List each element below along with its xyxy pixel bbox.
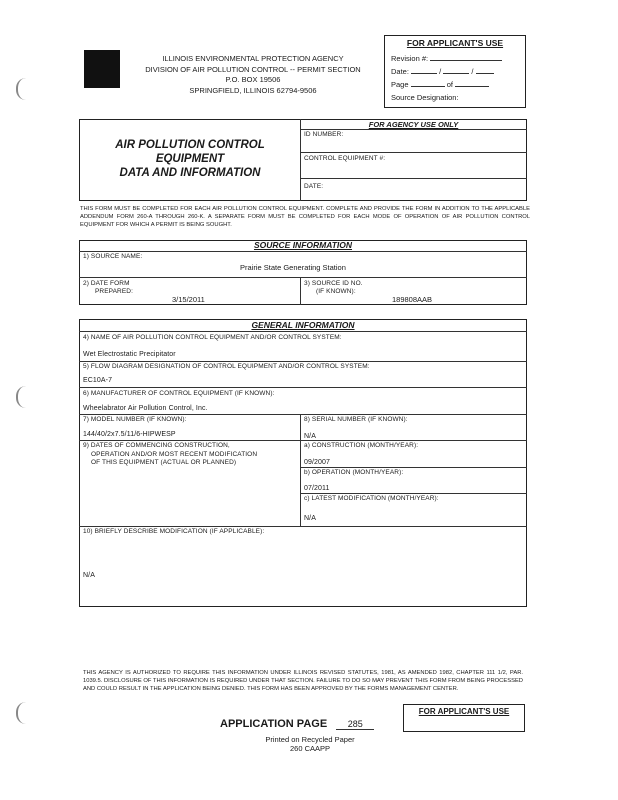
date-month-field[interactable] (411, 73, 437, 74)
bottom-applicant-use-title: FOR APPLICANT'S USE (418, 707, 510, 716)
agency-division: DIVISION OF AIR POLLUTION CONTROL -- PERMIT SECTION (145, 64, 361, 74)
page-of-field[interactable] (455, 86, 489, 87)
q4-value[interactable]: Wet Electrostatic Precipitator (83, 351, 176, 358)
q7-value[interactable]: 144/40/2x7.5/11/6-HIPWESP (83, 431, 176, 438)
q6-label: 6) MANUFACTURER OF CONTROL EQUIPMENT (IF KNOWN): (83, 390, 275, 397)
page-field[interactable] (411, 86, 445, 87)
q9a-label: a) CONSTRUCTION (MONTH/YEAR): (304, 442, 419, 449)
q8-value[interactable]: N/A (304, 433, 316, 440)
q10-label: 10) BRIEFLY DESCRIBE MODIFICATION (IF APPLICABLE): (83, 528, 265, 535)
date-prepared-label: 2) DATE FORM PREPARED: (83, 280, 133, 295)
q9-label: 9) DATES OF COMMENCING CONSTRUCTION, OPERATION AND/OR MOST RECENT MODIFICATION OF THIS EQUIPMENT (ACTUAL OR PLANNED) (83, 442, 258, 466)
source-designation-label: Source Designation: (391, 93, 459, 102)
date-label: Date: / / (391, 67, 494, 76)
source-id-value[interactable]: 189808AAB (392, 295, 433, 304)
q4-label: 4) NAME OF AIR POLLUTION CONTROL EQUIPMENT AND/OR CONTROL SYSTEM: (83, 334, 342, 341)
agency-name: ILLINOIS ENVIRONMENTAL PROTECTION AGENCY (162, 54, 344, 63)
form-instructions: THIS FORM MUST BE COMPLETED FOR EACH AIR POLLUTION CONTROL EQUIPMENT. COMPLETE AND PROVIDE THE FORM IN ADDITION TO THE APPLICABLE ADDENDUM FORM 260-A THROUGH 260-K. A SEPARATE FORM MUST BE COMPLETED FOR EACH MODE OF OPERATION OF AIR POLLUTION CONTROL EQUIPMENT FOR WHICH A PERMIT IS BEING SOUGHT. (80, 206, 530, 228)
authority-notice: THIS AGENCY IS AUTHORIZED TO REQUIRE THIS INFORMATION UNDER ILLINOIS REVISED STATUTES, 1981, AS AMENDED 1982, CHAPTER 111 1/2, PAR. 1039.5. DISCLOSURE OF THIS INFORMATION IS REQUIRED UNDER THAT SECTION. FAILURE TO DO SO MAY PREVENT THIS FORM FROM BEING PROCESSED AND COULD RESULT IN THE APPLICATION BEING DENIED. THIS FORM HAS BEEN APPROVED BY THE FORMS MANAGEMENT CENTER. (83, 670, 523, 692)
source-name-label: 1) SOURCE NAME: (83, 253, 143, 260)
applicant-use-title: FOR APPLICANT'S USE (406, 38, 504, 48)
id-number-label: ID NUMBER: (304, 131, 344, 138)
q7-label: 7) MODEL NUMBER (IF KNOWN): (83, 416, 187, 423)
agency-city: SPRINGFIELD, ILLINOIS 62794-9506 (189, 85, 317, 95)
punch-hole-top (16, 78, 28, 100)
q5-value[interactable]: EC10A-7 (83, 377, 113, 384)
source-id-label: 3) SOURCE ID NO. (IF KNOWN): (304, 280, 363, 295)
form-title-line3: DATA AND INFORMATION (119, 167, 261, 179)
bottom-applicant-use-box (403, 704, 525, 732)
date-day-field[interactable] (443, 73, 469, 74)
application-page-number[interactable]: 285 (336, 719, 374, 730)
q9c-value[interactable]: N/A (304, 515, 316, 522)
punch-hole-middle (16, 386, 28, 408)
form-title-line1: AIR POLLUTION CONTROL (115, 139, 265, 151)
agency-use-title: FOR AGENCY USE ONLY (368, 120, 459, 129)
agency-logo (84, 50, 120, 88)
q9b-value[interactable]: 07/2011 (304, 485, 330, 492)
revision-field[interactable] (430, 60, 502, 61)
q5-label: 5) FLOW DIAGRAM DESIGNATION OF CONTROL EQUIPMENT AND/OR CONTROL SYSTEM: (83, 363, 370, 370)
q10-value[interactable]: N/A (83, 572, 95, 579)
punch-hole-bottom (16, 702, 28, 724)
q9a-value[interactable]: 09/2007 (304, 459, 331, 466)
q9c-label: c) LATEST MODIFICATION (MONTH/YEAR): (304, 495, 439, 502)
agency-po-box: P.O. BOX 19506 (225, 75, 281, 84)
footer-print-info (240, 735, 380, 753)
q9b-label: b) OPERATION (MONTH/YEAR): (304, 469, 404, 476)
date-label-agency: DATE: (304, 183, 324, 190)
revision-label: Revision #: (391, 54, 502, 63)
source-name-value[interactable]: Prairie State Generating Station (240, 263, 346, 272)
application-page-label: APPLICATION PAGE (220, 718, 328, 730)
application-page (220, 718, 374, 730)
date-year-field[interactable] (476, 73, 494, 74)
recycled-paper-note: Printed on Recycled Paper (265, 735, 355, 744)
date-prepared-value[interactable]: 3/15/2011 (172, 295, 205, 304)
source-info-heading: SOURCE INFORMATION (253, 240, 353, 250)
applicant-use-box (384, 35, 526, 108)
control-equipment-label: CONTROL EQUIPMENT #: (304, 155, 386, 162)
form-title-line2: EQUIPMENT (155, 153, 225, 165)
page-label: Page of (391, 80, 489, 89)
q8-label: 8) SERIAL NUMBER (IF KNOWN): (304, 416, 408, 423)
form-number: 260 CAAPP (289, 744, 331, 753)
agency-header (128, 54, 378, 96)
general-info-heading: GENERAL INFORMATION (251, 320, 355, 330)
form-title (80, 138, 300, 180)
q6-value[interactable]: Wheelabrator Air Pollution Control, Inc. (83, 405, 208, 412)
